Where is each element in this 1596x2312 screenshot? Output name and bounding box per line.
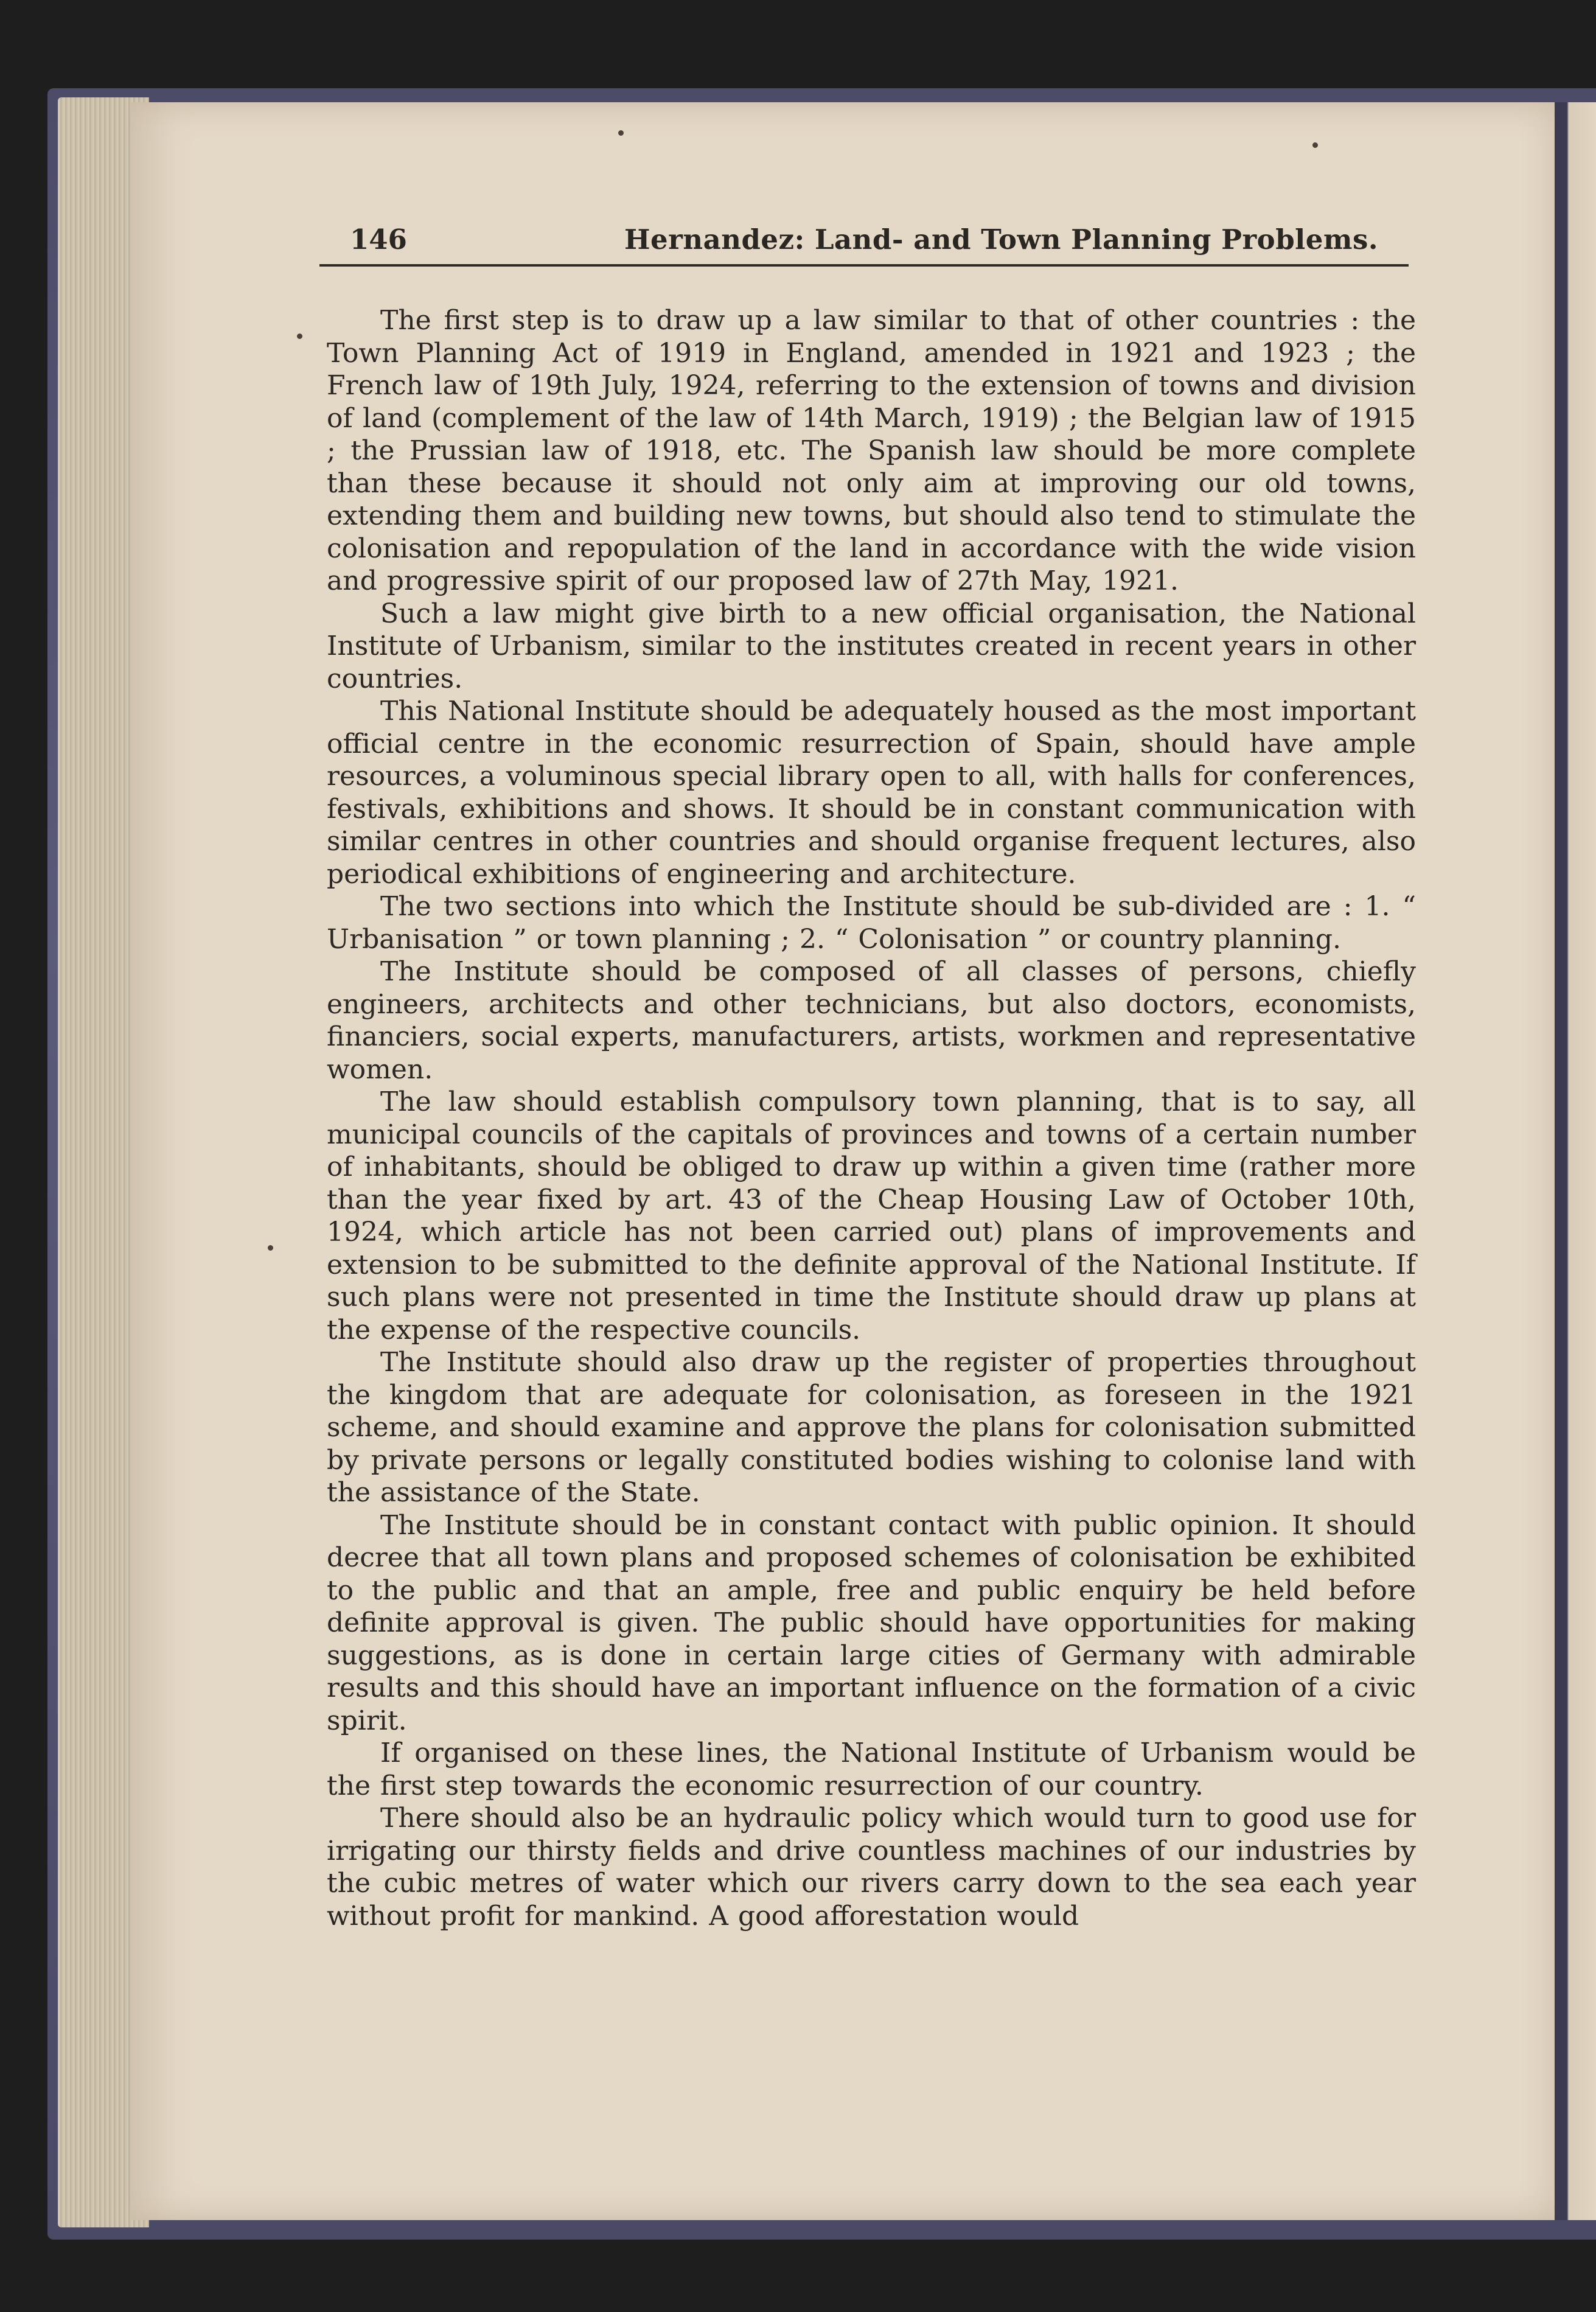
paragraph: This National Institute should be adequately housed as the most important official centre in the economic resurrection of Spain, should have ample resources, a voluminous special library open to all, with halls for conferences, festivals, exhibitions and shows. It should be in constant communication with similar centres in other countries and should organise frequent lectures, also periodical exhibitions of engineering and architecture. (327, 696, 1416, 890)
paragraph: The first step is to draw up a law similar to that of other countries : the Town Planning Act of 1919 in England, amended in 1921 and 1923 ; the French law of 19th July, 1924, referring to the extension of towns and division of land (complement of the law of 14th March, 1919) ; the Belgian law of 1915 ; the Prussian law of 1918, etc. The Spanish law should be more complete than these because it should not only aim at improving our old towns, extending them and building new towns, but should also tend to stimulate the colonisation and repopulation of the land in accordance with the wide vision and progressive spirit of our proposed law of 27th May, 1921. (327, 305, 1416, 596)
running-head: Hernandez: Land- and Town Planning Problems. (624, 223, 1378, 256)
paragraph: There should also be an hydraulic policy which would turn to good use for irrigating our thirsty fields and drive countless machines of our industries by the cubic metres of water which our rivers carry down to the sea each year without profit for mankind. A good afforestation would (327, 1803, 1416, 1932)
body-text (327, 304, 1416, 1932)
paragraph: The law should establish compulsory town planning, that is to say, all municipal councils of the capitals of provinces and towns of a certain number of inhabitants, should be obliged to draw up within a given time (rather more than the year fixed by art. 43 of the Cheap Housing Law of October 10th, 1924, which article has not been carried out) plans of improvements and extension to be submitted to the definite approval of the National Institute. If such plans were not presented in time the Institute should draw up plans at the expense of the respective councils. (327, 1086, 1416, 1346)
paragraph: If organised on these lines, the National Institute of Urbanism would be the first step towards the economic resurrection of our country. (327, 1737, 1416, 1801)
page-header (319, 222, 1409, 267)
next-page-edge (1555, 102, 1596, 2220)
page-number: 146 (350, 223, 407, 256)
paragraph: The two sections into which the Institute should be sub-divided are : 1. “ Urbanisation ” or town planning ; 2. “ Colonisation ” or country planning. (327, 891, 1416, 955)
paragraph: The Institute should be in constant contact with public opinion. It should decree that all town plans and proposed schemes of colonisation be exhibited to the public and that an ample, free and public enquiry be held before definite approval is given. The public should have opportunities for making suggestions, as is done in certain large cities of Germany with admirable results and this should have an important influence on the formation of a civic spirit. (327, 1509, 1416, 1736)
paragraph: The Institute should also draw up the register of properties throughout the kingdom that are adequate for colonisation, as foreseen in the 1921 scheme, and should examine and approve the plans for colonisation submitted by private persons or legally constituted bodies wishing to colonise land with the assistance of the State. (327, 1347, 1416, 1508)
speck-mark (297, 334, 302, 339)
speck-mark (268, 1245, 273, 1251)
speck-mark (1312, 142, 1318, 148)
paragraph: Such a law might give birth to a new official organisation, the National Institute of Urbanism, similar to the institutes created in recent years in other countries. (327, 598, 1416, 694)
paragraph: The Institute should be composed of all classes of persons, chiefly engineers, architects and other technicians, but also doctors, economists, financiers, social experts, manufacturers, artists, workmen and representative women. (327, 956, 1416, 1085)
speck-mark (618, 130, 624, 136)
